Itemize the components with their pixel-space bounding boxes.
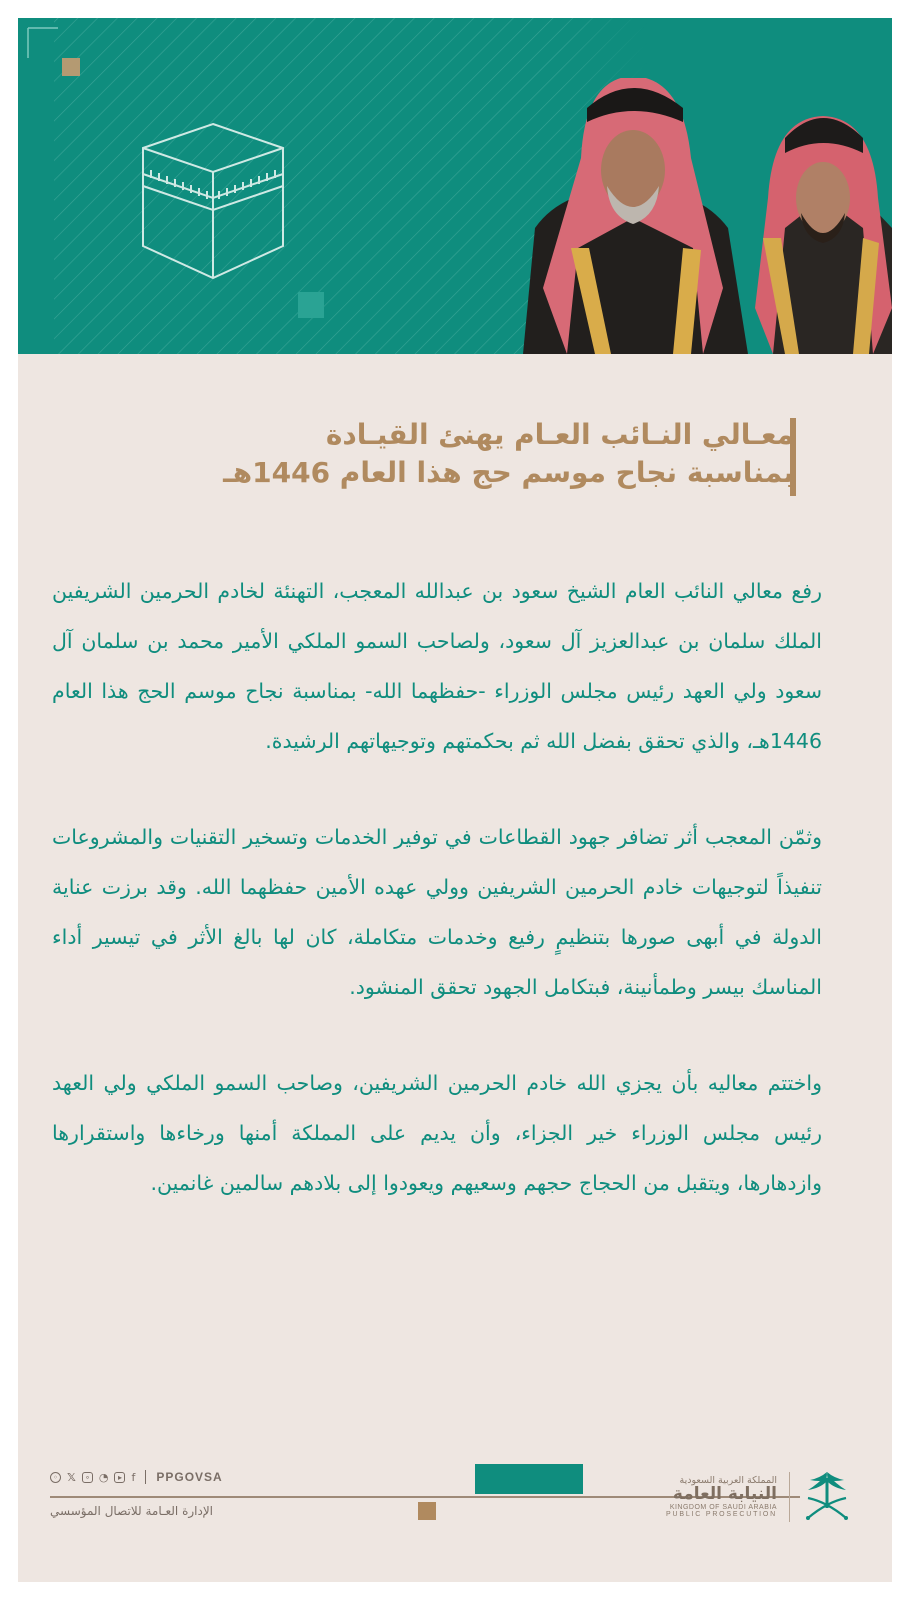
footer-gold-square [418,1502,436,1520]
snapchat-icon[interactable]: ◔ [98,1470,109,1484]
instagram-icon[interactable]: ∘ [82,1472,93,1483]
paragraph-1: رفع معالي النائب العام الشيخ سعود بن عبدالله المعجب، التهنئة لخادم الحرمين الشريفين الملك سلمان بن عبدالعزيز آل سعود، ولصاحب السمو الملكي الأمير محمد بن سلمان آل سعود ولي العهد رئيس مجلس الوزراء -حفظهما الله- بمناسبة نجاح موسم الحج هذا العام 1446هـ، والذي تحقق بفضل الله ثم بحكمتهم وتوجيهاتهم الرشيدة. [52,579,822,753]
article-body [52,566,822,1254]
youtube-icon[interactable]: ▸ [114,1472,125,1483]
logo-country: المملكة العربية السعودية [679,1474,777,1486]
palm-swords-emblem-icon [802,1468,852,1526]
logo-country-en: KINGDOM OF SAUDI ARABIA [669,1503,777,1511]
title-line-1: معـالي النـائب العـام يهنئ القيـادة [325,418,794,451]
social-handle[interactable]: PPGOVSA [156,1470,223,1484]
page-frame [18,18,892,1582]
logo-separator [789,1472,790,1522]
social-divider [145,1470,146,1484]
organization-logo [666,1468,852,1526]
teal-accent-square [298,292,324,318]
facebook-icon[interactable]: f [131,1470,136,1484]
logo-org-name: النيابة العامة [672,1483,777,1504]
department-label: الإدارة العـامة للاتصال المؤسسي [50,1504,214,1518]
gold-accent-square [62,58,80,76]
logo-text [666,1476,777,1519]
title-line-2: بمناسبة نجاح موسم حج هذا العام 1446هـ [223,456,794,489]
paragraph-2: وثمّن المعجب أثر تضافر جهود القطاعات في توفير الخدمات وتسخير التقنيات والمشروعات تنفيذاً لتوجيهات خادم الحرمين الشريفين وولي عهده الأمين حفظهما الله. وقد برزت عناية الدولة في أبهى صورها بتنظيمٍ رفيع وخدمات متكاملة، كان لها بالغ الأثر في تيسير أداء المناسك بيسر وطمأنينة، فبتكامل الجهود تحقق المنشود. [52,825,822,999]
header-banner [18,18,892,354]
page-title [223,416,794,492]
kaaba-icon [133,118,293,288]
social-links [50,1470,223,1484]
footer-teal-block [475,1464,583,1494]
logo-org-en: PUBLIC PROSECUTION [666,1510,777,1518]
globe-icon[interactable]: ◦ [50,1472,61,1483]
leaders-portrait [523,78,892,354]
x-icon[interactable]: 𝕏 [67,1470,76,1484]
paragraph-3: واختتم معاليه بأن يجزي الله خادم الحرمين الشريفين، وصاحب السمو الملكي ولي العهد رئيس مجلس الوزراء خير الجزاء، وأن يديم على المملكة أمنها ورخاءها واستقرارها وازدهارها، ويتقبل من الحجاج حجهم وسعيهم ويعودوا إلى بلادهم سالمين غانمين. [52,1071,822,1195]
